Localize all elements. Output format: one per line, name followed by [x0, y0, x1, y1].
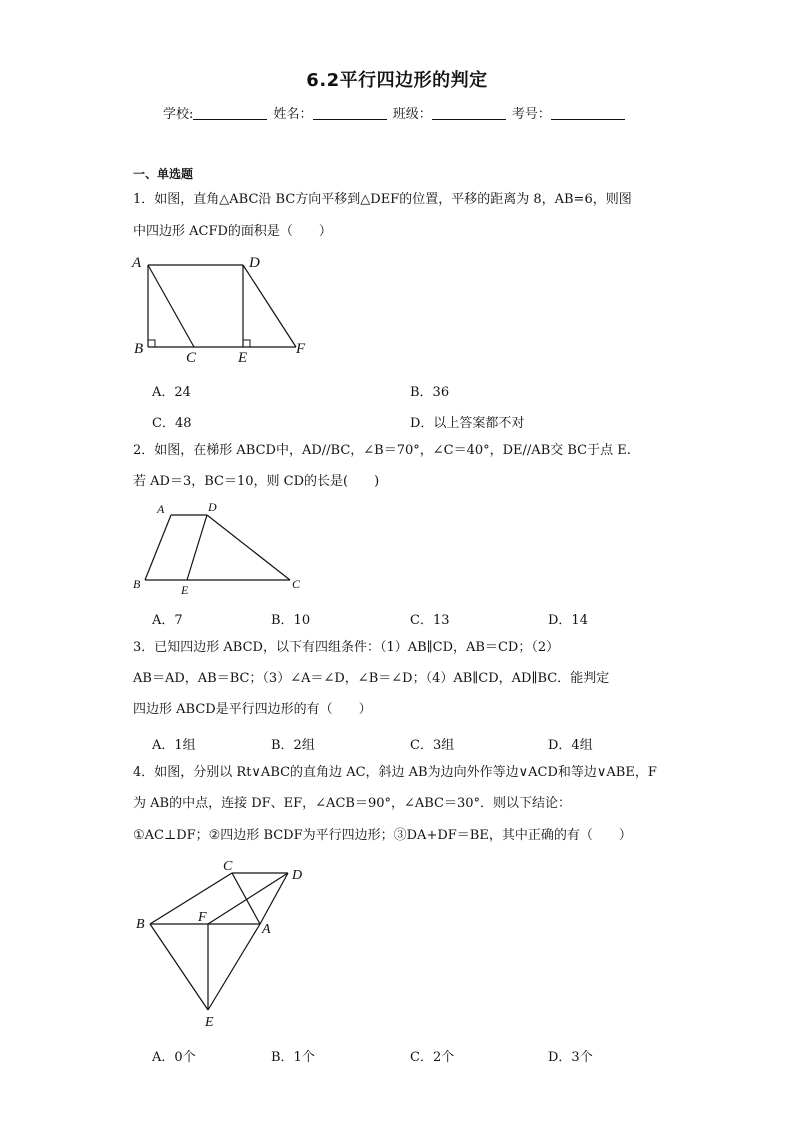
q1-text-line2: 中四边形 ACFD的面积是（ ）	[133, 224, 332, 239]
name-label: 姓名：	[273, 107, 313, 122]
q2-option-c[interactable]: C．13	[410, 613, 450, 628]
q2-label-E: E	[181, 583, 189, 597]
class-blank[interactable]	[432, 107, 506, 120]
q4-option-a[interactable]: A．0个	[152, 1050, 196, 1065]
q1-label-D: D	[249, 255, 260, 271]
q1-option-a[interactable]: A．24	[152, 385, 191, 400]
q2-label-B: B	[133, 577, 141, 591]
q4-label-C: C	[223, 859, 233, 874]
q1-seg-AC	[148, 265, 194, 347]
section-heading: 一、单选题	[133, 167, 194, 181]
q4-text-line1: 4．如图，分别以 Rt∨ABC的直角边 AC，斜边 AB为边向外作等边∨ACD和等边∨ABE，F	[133, 765, 657, 780]
q1-seg-DF	[243, 265, 296, 347]
q4-option-d[interactable]: D．3个	[548, 1050, 593, 1065]
q4-seg-AD	[260, 873, 288, 924]
page-title: 6.2平行四边形的判定	[306, 70, 488, 91]
q2-figure	[128, 498, 328, 598]
q4-option-c[interactable]: C．2个	[410, 1050, 455, 1065]
q2-text-line1: 2．如图，在梯形 ABCD中，AD//BC，∠B＝70°，∠C＝40°，DE//AB交 BC于点 E.	[133, 443, 631, 458]
q4-text-line3: ①AC⊥DF；②四边形 BCDF为平行四边形；③DA+DF＝BE，其中正确的有（ ）	[133, 828, 632, 843]
school-blank[interactable]	[193, 107, 267, 120]
q3-text-line3: 四边形 ABCD是平行四边形的有（ ）	[133, 702, 372, 717]
q1-right-angle-B	[148, 340, 155, 347]
q3-text-line2: AB＝AD，AB＝BC；（3）∠A＝∠D，∠B＝∠D；（4）AB∥CD，AD∥BC．能判定	[133, 671, 610, 686]
q2-option-b[interactable]: B．10	[271, 613, 311, 628]
q3-option-d[interactable]: D．4组	[548, 738, 593, 753]
q4-label-F: F	[198, 910, 207, 925]
q1-label-E: E	[238, 350, 248, 366]
q2-seg-AB	[145, 515, 171, 580]
q4-text-line2: 为 AB的中点，连接 DF、EF，∠ACB＝90°，∠ABC＝30°．则以下结论：	[133, 796, 572, 811]
q2-option-a[interactable]: A．7	[152, 613, 183, 628]
q4-option-b[interactable]: B．1个	[271, 1050, 315, 1065]
name-blank[interactable]	[313, 107, 387, 120]
q4-label-E: E	[205, 1015, 214, 1030]
q1-label-B: B	[134, 341, 144, 357]
q4-label-B: B	[136, 917, 145, 932]
exam-number-blank[interactable]	[551, 107, 625, 120]
q1-option-b[interactable]: B．36	[410, 385, 450, 400]
q4-seg-CA	[232, 873, 260, 924]
exam-number-label: 考号：	[511, 107, 551, 122]
q1-label-F: F	[296, 341, 306, 357]
school-label: 学校:	[163, 107, 194, 122]
q2-label-A: A	[157, 502, 165, 516]
q1-label-C: C	[186, 350, 197, 366]
q1-option-d[interactable]: D．以上答案都不对	[410, 416, 525, 431]
q3-option-c[interactable]: C．3组	[410, 738, 455, 753]
q3-text-line1: 3．已知四边形 ABCD，以下有四组条件：（1）AB∥CD，AB＝CD；（2）	[133, 640, 560, 655]
q1-right-angle-E	[243, 340, 250, 347]
q2-label-C: C	[292, 577, 301, 591]
student-info-line	[163, 103, 627, 122]
q2-option-d[interactable]: D．14	[548, 613, 588, 628]
q2-label-D: D	[208, 500, 217, 514]
q4-figure	[128, 855, 328, 1035]
q2-seg-DC	[207, 515, 290, 580]
q1-option-c[interactable]: C．48	[152, 416, 192, 431]
q2-seg-DE	[187, 515, 207, 580]
q1-text-line1: 1．如图，直角△ABC沿 BC方向平移到△DEF的位置，平移的距离为 8，AB=6，则图	[133, 192, 632, 207]
q2-text-line2: 若 AD＝3，BC＝10，则 CD的长是( )	[133, 474, 380, 489]
q4-label-D: D	[292, 868, 303, 883]
q4-seg-AE	[208, 924, 260, 1010]
class-label: 班级：	[392, 107, 432, 122]
q4-seg-BE	[150, 924, 208, 1010]
q3-option-b[interactable]: B．2组	[271, 738, 315, 753]
q1-label-A: A	[132, 255, 142, 271]
q4-label-A: A	[262, 922, 271, 937]
q3-option-a[interactable]: A．1组	[152, 738, 196, 753]
q1-figure	[128, 250, 328, 370]
